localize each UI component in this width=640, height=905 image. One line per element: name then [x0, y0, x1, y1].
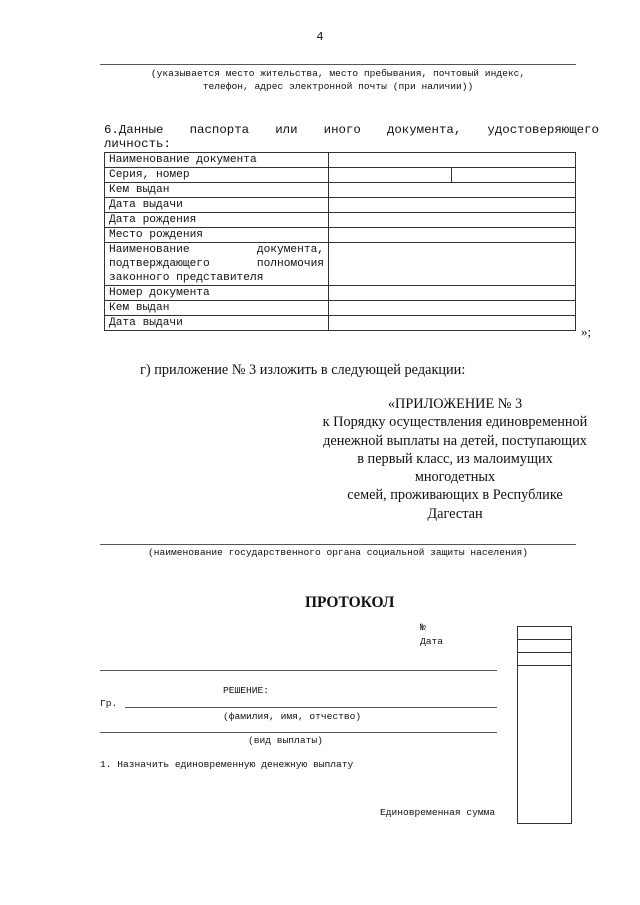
label-word: законного представителя: [109, 272, 264, 284]
section-6-word: или: [275, 123, 298, 137]
row-label: Серия, номер: [105, 168, 329, 183]
protocol-number-label: №: [420, 622, 426, 633]
protocol-title: ПРОТОКОЛ: [305, 594, 395, 611]
row-label: Дата рождения: [105, 213, 329, 228]
table-row: [105, 198, 576, 213]
fio-note: (фамилия, имя, отчество): [223, 711, 362, 722]
address-note: [100, 67, 576, 93]
row-value-field[interactable]: [329, 286, 576, 301]
amendment-text: г) приложение № 3 изложить в следующей редакции:: [140, 362, 466, 378]
label-word: полномочия: [256, 258, 324, 270]
row-value-field[interactable]: [329, 316, 576, 331]
label-line: [109, 271, 324, 285]
row-value-field[interactable]: [329, 183, 576, 198]
appendix-header: [310, 395, 600, 523]
appendix-header-line: «ПРИЛОЖЕНИЕ № 3: [387, 396, 523, 412]
label-word: документа,: [256, 244, 324, 256]
table-row: [105, 183, 576, 198]
row-value-field[interactable]: [329, 198, 576, 213]
section-6-second-line: личность:: [104, 137, 171, 151]
representative-document-label: [105, 243, 329, 286]
table-row: [105, 153, 576, 168]
protocol-date-label: Дата: [420, 636, 444, 647]
section-6-word: удостоверяющего: [487, 123, 599, 137]
table-row: [105, 213, 576, 228]
authority-note: (наименование государственного органа социальной защиты населения): [148, 547, 528, 558]
label-line: [109, 257, 324, 271]
label-word: подтверждающего: [109, 258, 210, 270]
row-label: Кем выдан: [105, 183, 329, 198]
section-6-word: документа,: [386, 123, 462, 137]
row-label: Дата выдачи: [105, 198, 329, 213]
citizen-label: Гр.: [100, 698, 118, 709]
row-label: Кем выдан: [105, 301, 329, 316]
section-6-word: паспорта: [189, 123, 250, 137]
protocol-top-line: [100, 670, 497, 671]
appendix-header-line: в первый класс, из малоимущих: [357, 450, 553, 467]
row-label: Наименование документа: [105, 153, 329, 168]
label-line: [109, 243, 324, 257]
row-value-field[interactable]: [329, 168, 576, 183]
authority-line: [100, 544, 576, 545]
table-row: [105, 168, 576, 183]
row-label: Место рождения: [105, 228, 329, 243]
row-value-field[interactable]: [329, 213, 576, 228]
row-label: Номер документа: [105, 286, 329, 301]
row-value-field[interactable]: [329, 243, 576, 286]
table-row: [105, 316, 576, 331]
table-row: [105, 286, 576, 301]
section-6-first-line: [104, 123, 599, 137]
section-6-heading: [104, 123, 599, 151]
side-box-row: [518, 627, 571, 640]
row-value-field[interactable]: [329, 153, 576, 168]
appendix-header-line: к Порядку осуществления единовременной: [322, 414, 588, 431]
citizen-name-line: [125, 707, 497, 708]
row-value-field[interactable]: [329, 301, 576, 316]
row-label: Дата выдачи: [105, 316, 329, 331]
lump-sum-label: Единовременная сумма: [380, 807, 496, 818]
payment-type-note: (вид выплаты): [248, 735, 323, 746]
address-note-line1: (указывается место жительства, место пребывания, почтовый индекс,: [150, 68, 526, 79]
label-word: Наименование: [109, 244, 190, 256]
address-line: [100, 64, 576, 65]
row-value-field[interactable]: [329, 228, 576, 243]
identity-document-table: [104, 152, 576, 331]
section-6-word: иного: [323, 123, 361, 137]
table-row: [105, 301, 576, 316]
closing-quote: »;: [581, 324, 592, 339]
page-number: 4: [316, 30, 324, 44]
protocol-side-box: [517, 626, 572, 824]
table-row: [105, 243, 576, 286]
appendix-header-line: многодетных: [414, 469, 496, 486]
side-box-row: [518, 640, 571, 653]
appendix-header-line: семей, проживающих в Республике: [347, 487, 563, 504]
series-cell[interactable]: [329, 168, 452, 182]
address-note-line2: телефон, адрес электронной почты (при наличии)): [202, 81, 474, 92]
decision-label: РЕШЕНИЕ:: [223, 685, 270, 696]
table-row: [105, 228, 576, 243]
appendix-header-line: денежной выплаты на детей, поступающих: [323, 432, 587, 449]
item-1-text: 1. Назначить единовременную денежную выплату: [100, 759, 354, 770]
section-6-word: 6.Данные: [104, 123, 164, 137]
payment-type-line: [100, 732, 497, 733]
side-box-row: [518, 653, 571, 666]
appendix-header-line: Дагестан: [427, 505, 483, 522]
